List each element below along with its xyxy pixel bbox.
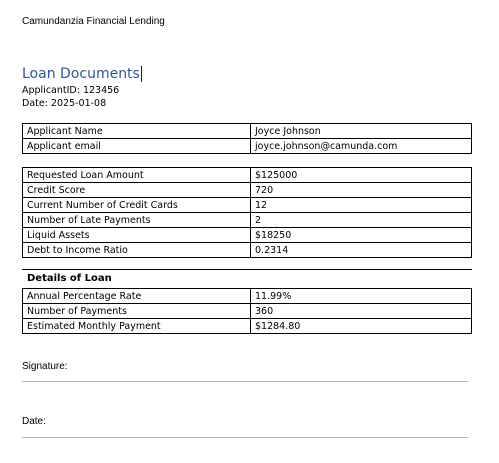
applicant-name-value: Joyce Johnson: [251, 124, 472, 139]
table-row: [23, 228, 472, 243]
document-meta: [22, 84, 119, 110]
date-line: Date: 2025-01-08: [22, 98, 107, 109]
signature-label: Signature:: [22, 361, 68, 372]
credit-cards-label: Current Number of Credit Cards: [23, 198, 251, 213]
applicant-email-value: joyce.johnson@camunda.com: [251, 139, 472, 154]
details-heading: Details of Loan: [27, 273, 112, 284]
late-payments-value: 2: [251, 213, 472, 228]
applicant-name-label: Applicant Name: [23, 124, 251, 139]
num-payments-value: 360: [251, 304, 472, 319]
credit-score-label: Credit Score: [23, 183, 251, 198]
company-name: Camundanzia Financial Lending: [22, 16, 165, 27]
table-row: [23, 289, 472, 304]
loan-details-table: [22, 288, 472, 334]
details-divider: [22, 269, 472, 270]
credit-cards-value: 12: [251, 198, 472, 213]
signature-date-line[interactable]: [22, 437, 468, 438]
table-row: [23, 139, 472, 154]
monthly-payment-label: Estimated Monthly Payment: [23, 319, 251, 334]
table-row: [23, 304, 472, 319]
signature-date-label: Date:: [22, 416, 46, 427]
loan-amount-label: Requested Loan Amount: [23, 168, 251, 183]
table-row: [23, 198, 472, 213]
late-payments-label: Number of Late Payments: [23, 213, 251, 228]
credit-score-value: 720: [251, 183, 472, 198]
applicant-email-label: Applicant email: [23, 139, 251, 154]
table-row: [23, 243, 472, 258]
loan-amount-value: $125000: [251, 168, 472, 183]
liquid-assets-label: Liquid Assets: [23, 228, 251, 243]
document-title[interactable]: Loan Documents: [22, 66, 140, 82]
applicant-table: [22, 123, 472, 154]
monthly-payment-value: $1284.80: [251, 319, 472, 334]
table-row: [23, 319, 472, 334]
financial-table: [22, 167, 472, 258]
signature-line[interactable]: [22, 381, 468, 382]
document-title-container: [22, 63, 142, 82]
liquid-assets-value: $18250: [251, 228, 472, 243]
table-row: [23, 183, 472, 198]
table-row: [23, 213, 472, 228]
applicant-id-line: ApplicantID: 123456: [22, 85, 120, 96]
table-row: [23, 124, 472, 139]
apr-value: 11.99%: [251, 289, 472, 304]
apr-label: Annual Percentage Rate: [23, 289, 251, 304]
num-payments-label: Number of Payments: [23, 304, 251, 319]
table-row: [23, 168, 472, 183]
dti-ratio-label: Debt to Income Ratio: [23, 243, 251, 258]
dti-ratio-value: 0.2314: [251, 243, 472, 258]
